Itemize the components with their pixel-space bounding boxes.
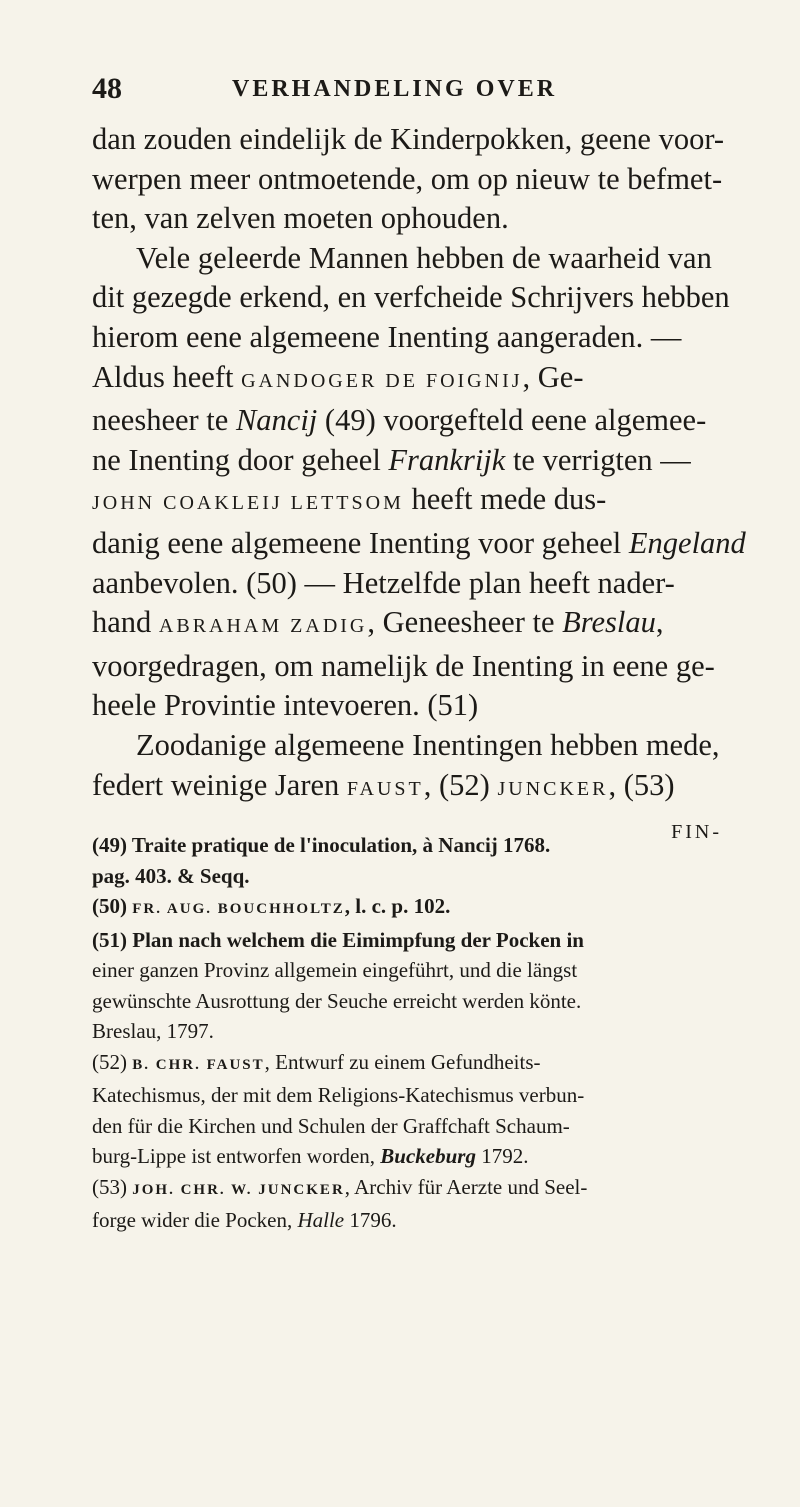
text-run: , (53)	[608, 767, 675, 802]
footnote-line: Breslau, 1797.	[92, 1019, 214, 1043]
text-run: federt weinige Jaren	[92, 767, 347, 802]
page-header	[92, 72, 712, 112]
place-name: Frankrijk	[388, 442, 506, 477]
text-line: hierom eene algemeene Inenting aangeraden. —	[92, 319, 682, 354]
text-line: voorgedragen, om namelijk de Inenting in eene ge-	[92, 648, 715, 683]
catchword-text: FIN-	[671, 821, 722, 844]
person-name: FR. AUG. BOUCHHOLTZ	[132, 901, 345, 917]
text-line	[92, 603, 732, 647]
text-run: (49) voorgefteld eene algemee-	[317, 403, 707, 438]
text-line	[92, 401, 732, 441]
footnote-line: den für die Kirchen und Schulen der Graffchaft Schaum-	[92, 1113, 570, 1138]
person-name: GANDOGER DE FOIGNIJ	[241, 369, 523, 392]
person-name: B. CHR. FAUST	[132, 1056, 265, 1073]
text-run: ,	[655, 605, 664, 640]
text-run: 1796.	[344, 1208, 397, 1232]
text-run: (50)	[92, 894, 133, 918]
text-run: 1792.	[475, 1144, 529, 1168]
text-run: , (52)	[423, 767, 498, 802]
place-name: Buckeburg	[380, 1144, 476, 1168]
person-name: JOH. CHR. W. JUNCKER	[132, 1181, 345, 1198]
footnote-line	[92, 1205, 732, 1236]
text-run: (52)	[92, 1049, 133, 1074]
text-run: burg-Lippe ist entworfen worden,	[92, 1144, 381, 1168]
text-line: aanbevolen. (50) — Hetzelfde plan heeft nader-	[92, 565, 675, 600]
text-line: heele Provintie intevoeren. (51)	[92, 688, 479, 723]
page-number: 48	[92, 72, 122, 105]
footnote-line	[92, 1047, 732, 1081]
text-line	[92, 358, 732, 402]
footnote-line: pag. 403. & Seqq.	[92, 863, 250, 888]
text-run: forge wider die Pocken,	[92, 1208, 298, 1232]
place-name: Engeland	[628, 525, 746, 560]
text-line: ten, van zelven moeten ophouden.	[92, 201, 509, 236]
person-name: ABRAHAM ZADIG	[158, 615, 368, 638]
text-line	[92, 480, 732, 524]
text-line: werpen meer ontmoetende, om op nieuw te befmet-	[92, 161, 723, 196]
footnote-line: (51) Plan nach welchem die Eimimpfung der Pocken in	[92, 927, 584, 952]
footnote-line	[92, 1141, 732, 1172]
text-line	[92, 766, 732, 810]
main-text	[92, 120, 746, 853]
text-run: danig eene algemeene Inenting voor geheel	[92, 525, 629, 560]
text-run: , l. c. p. 102.	[344, 894, 451, 918]
person-name: JOHN COAKLEIJ LETTSOM	[92, 492, 404, 515]
person-name: FAUST	[346, 777, 424, 800]
footnotes	[92, 830, 732, 1236]
text-line	[92, 524, 746, 564]
text-run: ne Inenting door geheel	[92, 442, 389, 477]
text-run: , Ge-	[522, 359, 584, 394]
text-run: Aldus heeft	[92, 359, 242, 394]
text-run: (53)	[92, 1174, 133, 1199]
text-run: , Entwurf zu einem Gefundheits-	[264, 1049, 541, 1074]
text-line: Vele geleerde Mannen hebben de waarheid van	[136, 240, 712, 275]
text-line: Zoodanige algemeene Inentingen hebben mede,	[136, 727, 720, 762]
text-run: , Geneesheer te	[367, 605, 563, 640]
text-line: dan zouden eindelijk de Kinderpokken, geene voor-	[92, 122, 725, 156]
footnote-line: (49) Traite pratique de l'inoculation, à Nancij 1768.	[92, 833, 551, 857]
place-name: Halle	[297, 1208, 345, 1232]
text-line	[92, 441, 732, 481]
text-line: dit gezegde erkend, en verfcheide Schrijvers hebben	[92, 280, 730, 315]
running-title: VERHANDELING OVER	[232, 76, 558, 102]
footnote-line	[92, 1172, 732, 1206]
text-run: hand	[92, 605, 159, 640]
footnote-line: einer ganzen Provinz allgemein eingeführt, und die längst	[92, 958, 578, 982]
text-run: neesheer te	[92, 403, 236, 438]
text-run: , Archiv für Aerzte und Seel-	[344, 1174, 588, 1199]
place-name: Nancij	[235, 403, 318, 438]
person-name: JUNCKER	[497, 777, 609, 800]
text-run: te verrigten —	[505, 442, 691, 477]
text-run: heeft mede dus-	[403, 482, 607, 517]
footnote-line: gewünschte Ausrottung der Seuche erreicht werden könte.	[92, 988, 582, 1013]
footnote-line	[92, 891, 732, 925]
footnote-line: Katechismus, der mit dem Religions-Katechismus verbun-	[92, 1083, 585, 1107]
place-name: Breslau	[562, 605, 656, 640]
